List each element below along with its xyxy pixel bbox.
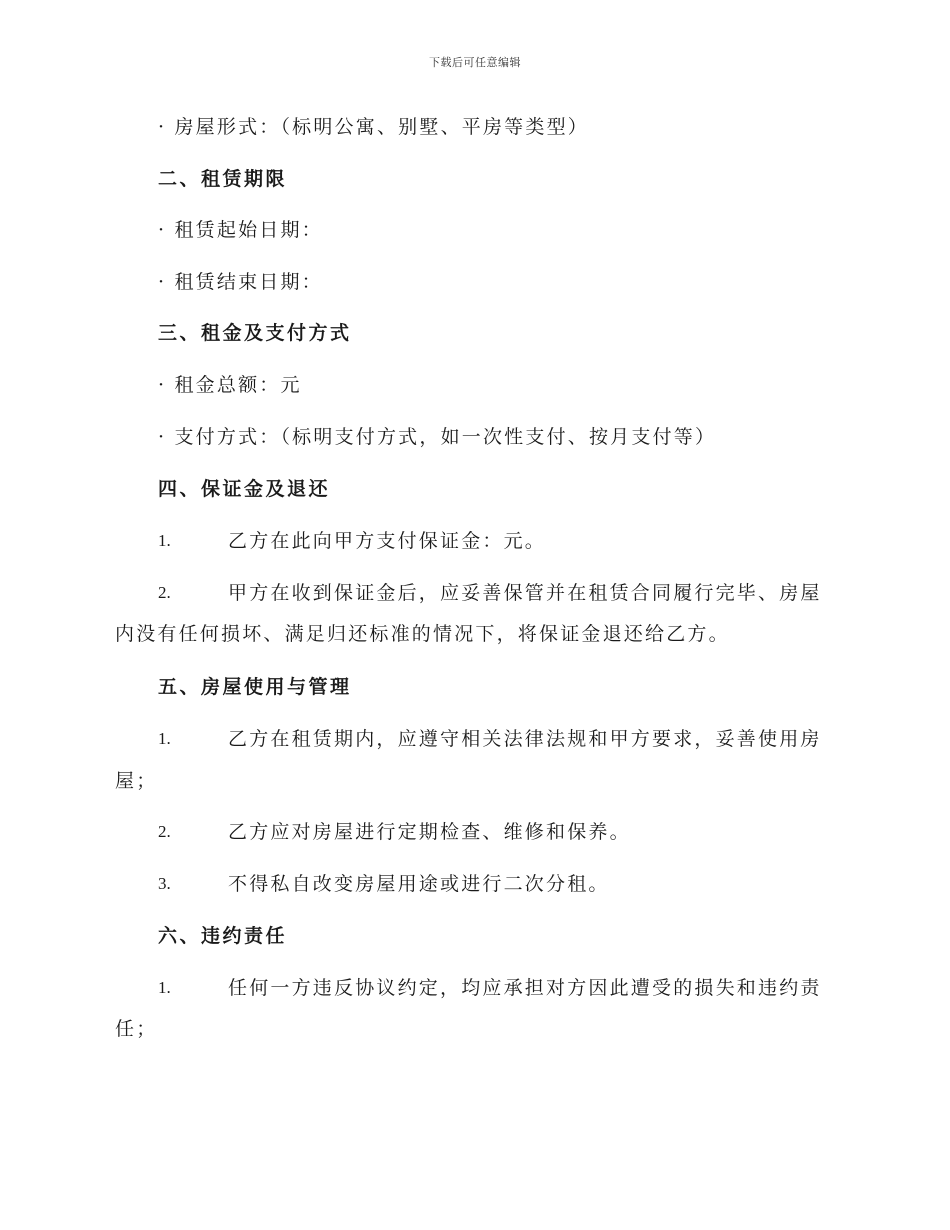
- bullet-lease-start-date: · 租赁起始日期：: [158, 219, 323, 241]
- section-heading-rent-payment: 三、租金及支付方式: [158, 322, 352, 344]
- bullet-rent-total: · 租金总额：元: [158, 374, 302, 396]
- list-number: 1.: [158, 978, 171, 997]
- list-item-continuation: 内没有任何损坏、满足归还标准的情况下，将保证金退还给乙方。: [115, 623, 730, 645]
- section-heading-deposit: 四、保证金及退还: [158, 478, 331, 500]
- list-number: 2.: [158, 583, 171, 602]
- list-item-text: 乙方应对房屋进行定期检查、维修和保养。: [228, 821, 631, 843]
- section-heading-house-use: 五、房屋使用与管理: [158, 676, 352, 698]
- list-item-continuation: 屋；: [115, 770, 158, 792]
- list-item-text: 乙方在租赁期内，应遵守相关法律法规和甲方要求，妥善使用房: [228, 728, 822, 750]
- list-item-continuation: 任；: [115, 1018, 158, 1040]
- list-number: 3.: [158, 874, 171, 893]
- list-item-text: 不得私自改变房屋用途或进行二次分租。: [228, 873, 610, 895]
- bullet-payment-method: · 支付方式：（标明支付方式，如一次性支付、按月支付等）: [158, 426, 717, 448]
- bullet-house-type: · 房屋形式：（标明公寓、别墅、平房等类型）: [158, 116, 589, 138]
- bullet-lease-end-date: · 租赁结束日期：: [158, 271, 323, 293]
- list-number: 1.: [158, 531, 171, 550]
- list-item-text: 任何一方违反协议约定，均应承担对方因此遭受的损失和违约责: [228, 977, 822, 999]
- list-number: 1.: [158, 729, 171, 748]
- section-heading-breach: 六、违约责任: [158, 925, 288, 947]
- list-item-text: 乙方在此向甲方支付保证金：元。: [228, 530, 547, 552]
- page-header: 下载后可任意编辑: [429, 56, 521, 69]
- list-number: 2.: [158, 822, 171, 841]
- list-item-text: 甲方在收到保证金后，应妥善保管并在租赁合同履行完毕、房屋: [228, 582, 822, 604]
- section-heading-lease-term: 二、租赁期限: [158, 168, 288, 190]
